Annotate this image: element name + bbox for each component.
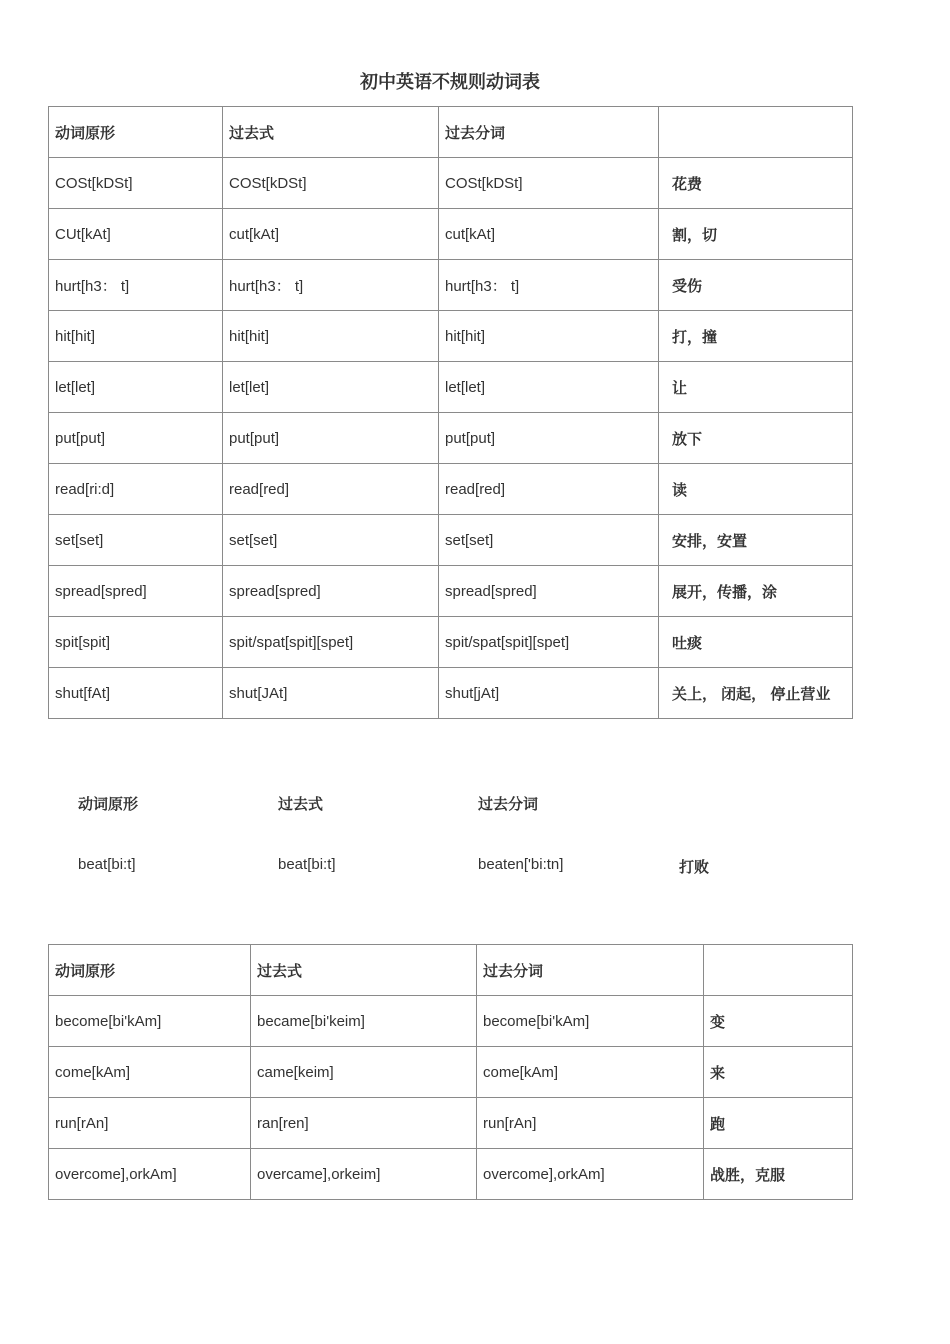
table-row	[49, 362, 853, 413]
base-form-cell: hurt[h3： t]	[49, 260, 223, 311]
meaning-cell: 跑	[704, 1098, 853, 1149]
header-past-tense: 过去式	[278, 796, 324, 813]
meaning-cell: 来	[704, 1047, 853, 1098]
table-row	[49, 260, 853, 311]
past-tense-cell: came[keim]	[251, 1047, 477, 1098]
verb-table-1	[48, 106, 853, 719]
meaning-cell: 让	[659, 362, 853, 413]
past-participle-cell: spit/spat[spit][spet]	[439, 617, 659, 668]
column-header: 过去分词	[477, 945, 704, 996]
table-row	[49, 1098, 853, 1149]
table-row	[49, 1047, 853, 1098]
past-tense-cell: set[set]	[223, 515, 439, 566]
past-participle-cell: set[set]	[439, 515, 659, 566]
past-participle-cell: hurt[h3： t]	[439, 260, 659, 311]
past-tense-cell: COSt[kDSt]	[223, 158, 439, 209]
base-form-cell: hit[hit]	[49, 311, 223, 362]
base-form-cell: let[let]	[49, 362, 223, 413]
past-tense-cell: became[bi'keim]	[251, 996, 477, 1047]
plain-verb-row	[78, 856, 878, 876]
header-row	[49, 107, 853, 158]
meaning-cell: 变	[704, 996, 853, 1047]
base-form-cell: become[bi'kAm]	[49, 996, 251, 1047]
page-title: 初中英语不规则动词表	[360, 72, 540, 92]
base-form-cell: put[put]	[49, 413, 223, 464]
column-header: 过去式	[251, 945, 477, 996]
meaning-cell: 打，撞	[659, 311, 853, 362]
past-tense-cell: spit/spat[spit][spet]	[223, 617, 439, 668]
past-tense-cell: spread[spred]	[223, 566, 439, 617]
past-tense-cell: put[put]	[223, 413, 439, 464]
verb-base-form: beat[bi:t]	[78, 856, 136, 873]
table-row	[49, 209, 853, 260]
meaning-cell: 关上， 闭起， 停止营业	[659, 668, 853, 719]
table-row	[49, 515, 853, 566]
past-participle-cell: hit[hit]	[439, 311, 659, 362]
plain-header-row	[78, 793, 878, 813]
past-tense-cell: ran[ren]	[251, 1098, 477, 1149]
past-tense-cell: hurt[h3： t]	[223, 260, 439, 311]
past-tense-cell: shut[JAt]	[223, 668, 439, 719]
past-tense-cell: read[red]	[223, 464, 439, 515]
past-participle-cell: run[rAn]	[477, 1098, 704, 1149]
past-tense-cell: let[let]	[223, 362, 439, 413]
base-form-cell: spread[spred]	[49, 566, 223, 617]
meaning-cell: 割，切	[659, 209, 853, 260]
meaning-cell: 展开，传播，涂	[659, 566, 853, 617]
verb-past-participle: beaten['bi:tn]	[478, 856, 564, 873]
base-form-cell: CUt[kAt]	[49, 209, 223, 260]
base-form-cell: COSt[kDSt]	[49, 158, 223, 209]
base-form-cell: come[kAm]	[49, 1047, 251, 1098]
base-form-cell: run[rAn]	[49, 1098, 251, 1149]
table-row	[49, 158, 853, 209]
past-participle-cell: overcome],orkAm]	[477, 1149, 704, 1200]
past-tense-cell: overcame],orkeim]	[251, 1149, 477, 1200]
column-header: 过去分词	[439, 107, 659, 158]
base-form-cell: overcome],orkAm]	[49, 1149, 251, 1200]
verb-table-2	[48, 944, 853, 1200]
base-form-cell: set[set]	[49, 515, 223, 566]
past-participle-cell: come[kAm]	[477, 1047, 704, 1098]
past-participle-cell: spread[spred]	[439, 566, 659, 617]
past-participle-cell: shut[jAt]	[439, 668, 659, 719]
header-past-participle: 过去分词	[478, 796, 539, 813]
base-form-cell: read[ri:d]	[49, 464, 223, 515]
header-base-form: 动词原形	[78, 796, 139, 813]
meaning-cell: 受伤	[659, 260, 853, 311]
past-participle-cell: cut[kAt]	[439, 209, 659, 260]
table-row	[49, 413, 853, 464]
table-row	[49, 566, 853, 617]
column-header: 过去式	[223, 107, 439, 158]
meaning-cell: 放下	[659, 413, 853, 464]
past-participle-cell: become[bi'kAm]	[477, 996, 704, 1047]
column-header: 动词原形	[49, 945, 251, 996]
meaning-cell: 花费	[659, 158, 853, 209]
past-tense-cell: hit[hit]	[223, 311, 439, 362]
table-row	[49, 617, 853, 668]
header-row	[49, 945, 853, 996]
meaning-cell: 战胜，克服	[704, 1149, 853, 1200]
meaning-cell: 读	[659, 464, 853, 515]
base-form-cell: shut[fAt]	[49, 668, 223, 719]
past-participle-cell: put[put]	[439, 413, 659, 464]
column-header: 动词原形	[49, 107, 223, 158]
table-row	[49, 1149, 853, 1200]
meaning-cell: 吐痰	[659, 617, 853, 668]
verb-past-tense: beat[bi:t]	[278, 856, 336, 873]
past-participle-cell: read[red]	[439, 464, 659, 515]
column-header	[659, 107, 853, 158]
past-participle-cell: let[let]	[439, 362, 659, 413]
table-row	[49, 311, 853, 362]
table-row	[49, 464, 853, 515]
table-row	[49, 996, 853, 1047]
verb-meaning: 打败	[679, 859, 710, 876]
past-tense-cell: cut[kAt]	[223, 209, 439, 260]
meaning-cell: 安排，安置	[659, 515, 853, 566]
column-header	[704, 945, 853, 996]
table-row	[49, 668, 853, 719]
base-form-cell: spit[spit]	[49, 617, 223, 668]
past-participle-cell: COSt[kDSt]	[439, 158, 659, 209]
